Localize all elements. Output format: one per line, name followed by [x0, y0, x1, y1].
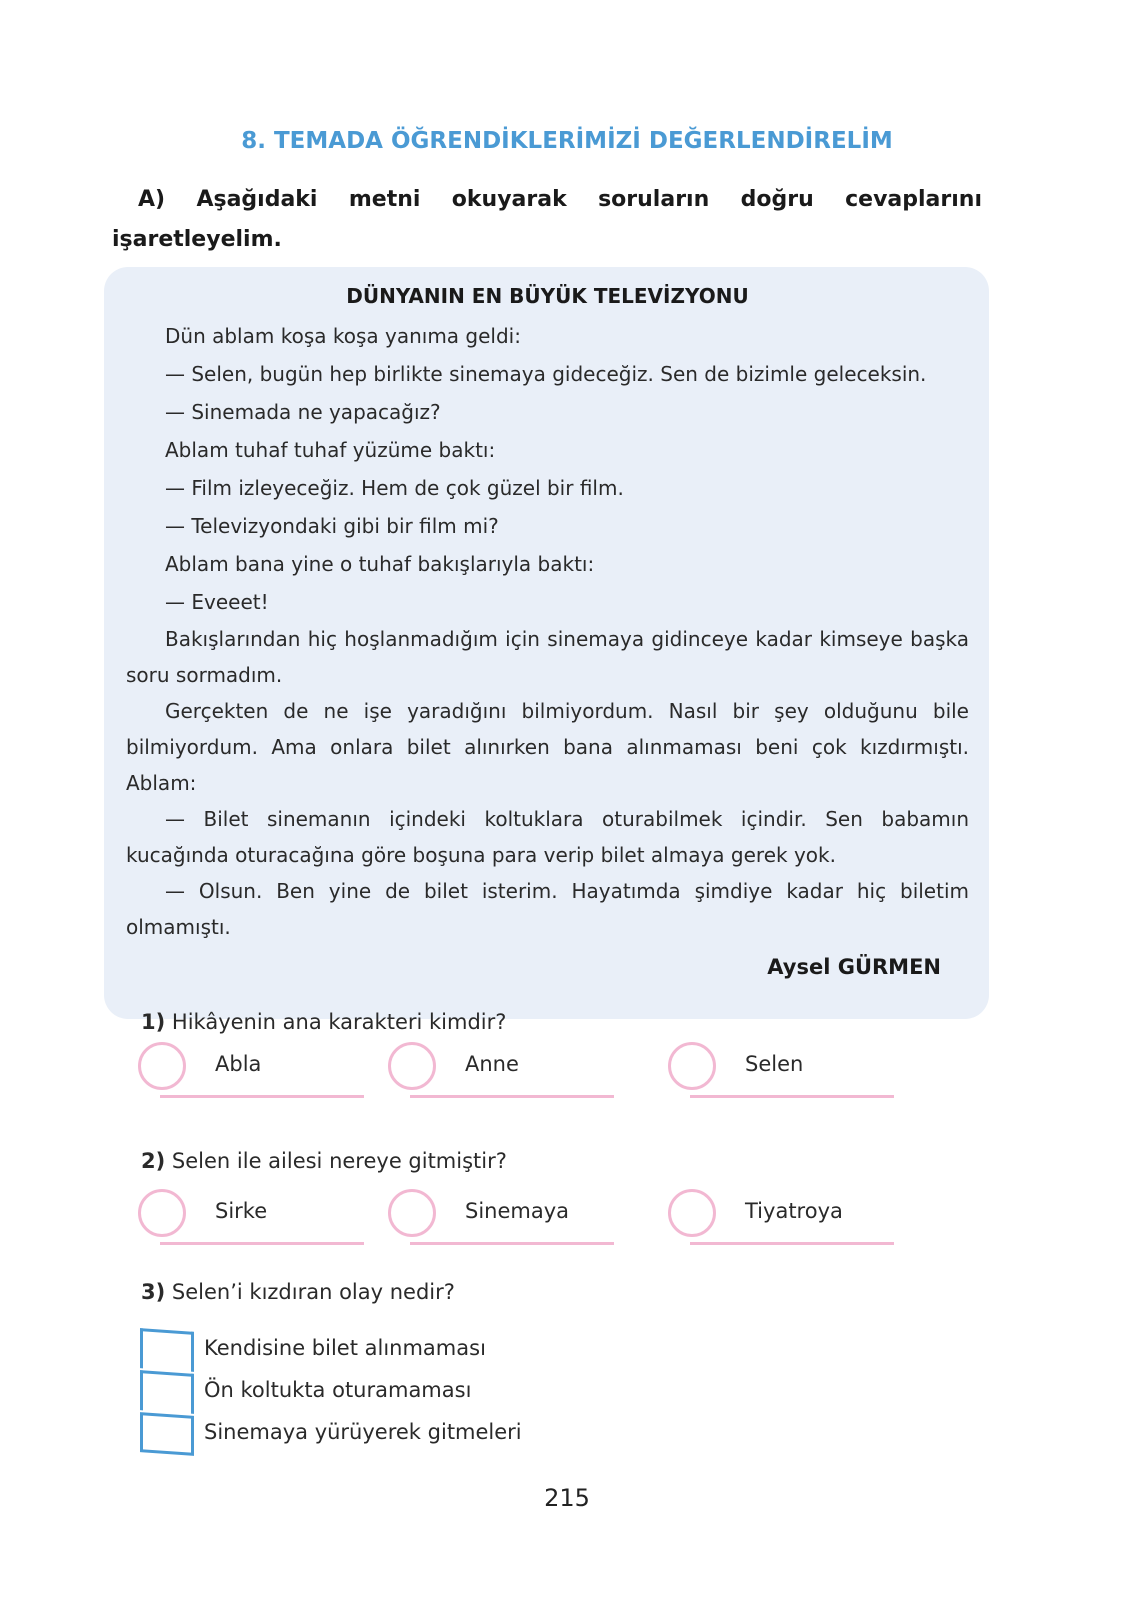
question-2 — [141, 1146, 507, 1176]
answer-underline — [410, 1242, 614, 1245]
question-text: Hikâyenin ana karakteri kimdir? — [171, 1010, 507, 1034]
instruction-text: A) Aşağıdaki metni okuyarak soruların doğru cevaplarını işaretleyelim. — [112, 187, 982, 252]
story-line: Ablam bana yine o tuhaf bakışlarıyla baktı: — [165, 552, 595, 576]
story-line: — Selen, bugün hep birlikte sinemaya gideceğiz. Sen de bizimle geleceksin. — [165, 362, 927, 386]
radio-circle-icon[interactable] — [668, 1042, 716, 1090]
story-line: — Sinemada ne yapacağız? — [165, 400, 441, 424]
answer-underline — [160, 1242, 364, 1245]
story-box — [104, 267, 989, 1019]
answer-underline — [690, 1242, 894, 1245]
option-anne[interactable] — [388, 1042, 614, 1098]
radio-circle-icon[interactable] — [138, 1042, 186, 1090]
option-label: Anne — [465, 1052, 519, 1076]
question-text: Selen ile ailesi nereye gitmiştir? — [171, 1149, 507, 1173]
radio-circle-icon[interactable] — [388, 1189, 436, 1237]
story-line: — Film izleyeceğiz. Hem de çok güzel bir film. — [165, 476, 624, 500]
story-paragraph: Gerçekten de ne işe yaradığını bilmiyordum. Nasıl bir şey olduğunu bile bilmiyordum. Ama onlara bilet alınırken bana alınmaması beni çok kızdırmıştı. Ablam: — [126, 699, 969, 795]
checkbox-icon[interactable] — [140, 1328, 194, 1372]
story-line: Dün ablam koşa koşa yanıma geldi: — [165, 324, 521, 348]
story-paragraph: — Bilet sinemanın içindeki koltuklara oturabilmek içindir. Sen babamın kucağında oturacağına göre boşuna para verip bilet almaya gerek yok. — [126, 807, 969, 867]
story-title: DÜNYANIN EN BÜYÜK TELEVİZYONU — [346, 284, 749, 308]
story-paragraph: Bakışlarından hiç hoşlanmadığım için sinemaya gidinceye kadar kimseye başka soru sormadım. — [126, 627, 969, 687]
question-number: 3) — [141, 1280, 166, 1304]
option-label: Sinemaya yürüyerek gitmeleri — [204, 1420, 522, 1444]
option-sinemaya[interactable] — [388, 1189, 614, 1245]
page-title: 8. TEMADA ÖĞRENDİKLERİMİZİ DEĞERLENDİRELİM — [241, 128, 893, 154]
question-number: 1) — [141, 1010, 166, 1034]
radio-circle-icon[interactable] — [138, 1189, 186, 1237]
page-number: 215 — [544, 1484, 590, 1512]
answer-underline — [690, 1095, 894, 1098]
option-tiyatroya[interactable] — [668, 1189, 894, 1245]
answer-underline — [160, 1095, 364, 1098]
checkbox-icon[interactable] — [140, 1412, 194, 1456]
radio-circle-icon[interactable] — [388, 1042, 436, 1090]
story-line: — Televizyondaki gibi bir film mi? — [165, 514, 499, 538]
checkbox-icon[interactable] — [140, 1370, 194, 1414]
option-label: Abla — [215, 1052, 262, 1076]
answer-underline — [410, 1095, 614, 1098]
question-3 — [141, 1277, 455, 1307]
option-label: Tiyatroya — [745, 1199, 843, 1223]
option-abla[interactable] — [138, 1042, 364, 1098]
option-selen[interactable] — [668, 1042, 894, 1098]
radio-circle-icon[interactable] — [668, 1189, 716, 1237]
story-author: Aysel GÜRMEN — [767, 955, 941, 979]
story-paragraph: — Olsun. Ben yine de bilet isterim. Hayatımda şimdiye kadar hiç biletim olmamıştı. — [126, 879, 969, 939]
question-number: 2) — [141, 1149, 166, 1173]
option-sirke[interactable] — [138, 1189, 364, 1245]
question-text: Selen’i kızdıran olay nedir? — [171, 1280, 455, 1304]
option-label: Sirke — [215, 1199, 268, 1223]
option-label: Kendisine bilet alınmaması — [204, 1336, 486, 1360]
option-label: Selen — [745, 1052, 804, 1076]
story-line: — Eveeet! — [165, 590, 269, 614]
story-line: Ablam tuhaf tuhaf yüzüme baktı: — [165, 438, 496, 462]
option-label: Ön koltukta oturamaması — [204, 1378, 472, 1402]
question-1 — [141, 1007, 506, 1037]
option-label: Sinemaya — [465, 1199, 570, 1223]
